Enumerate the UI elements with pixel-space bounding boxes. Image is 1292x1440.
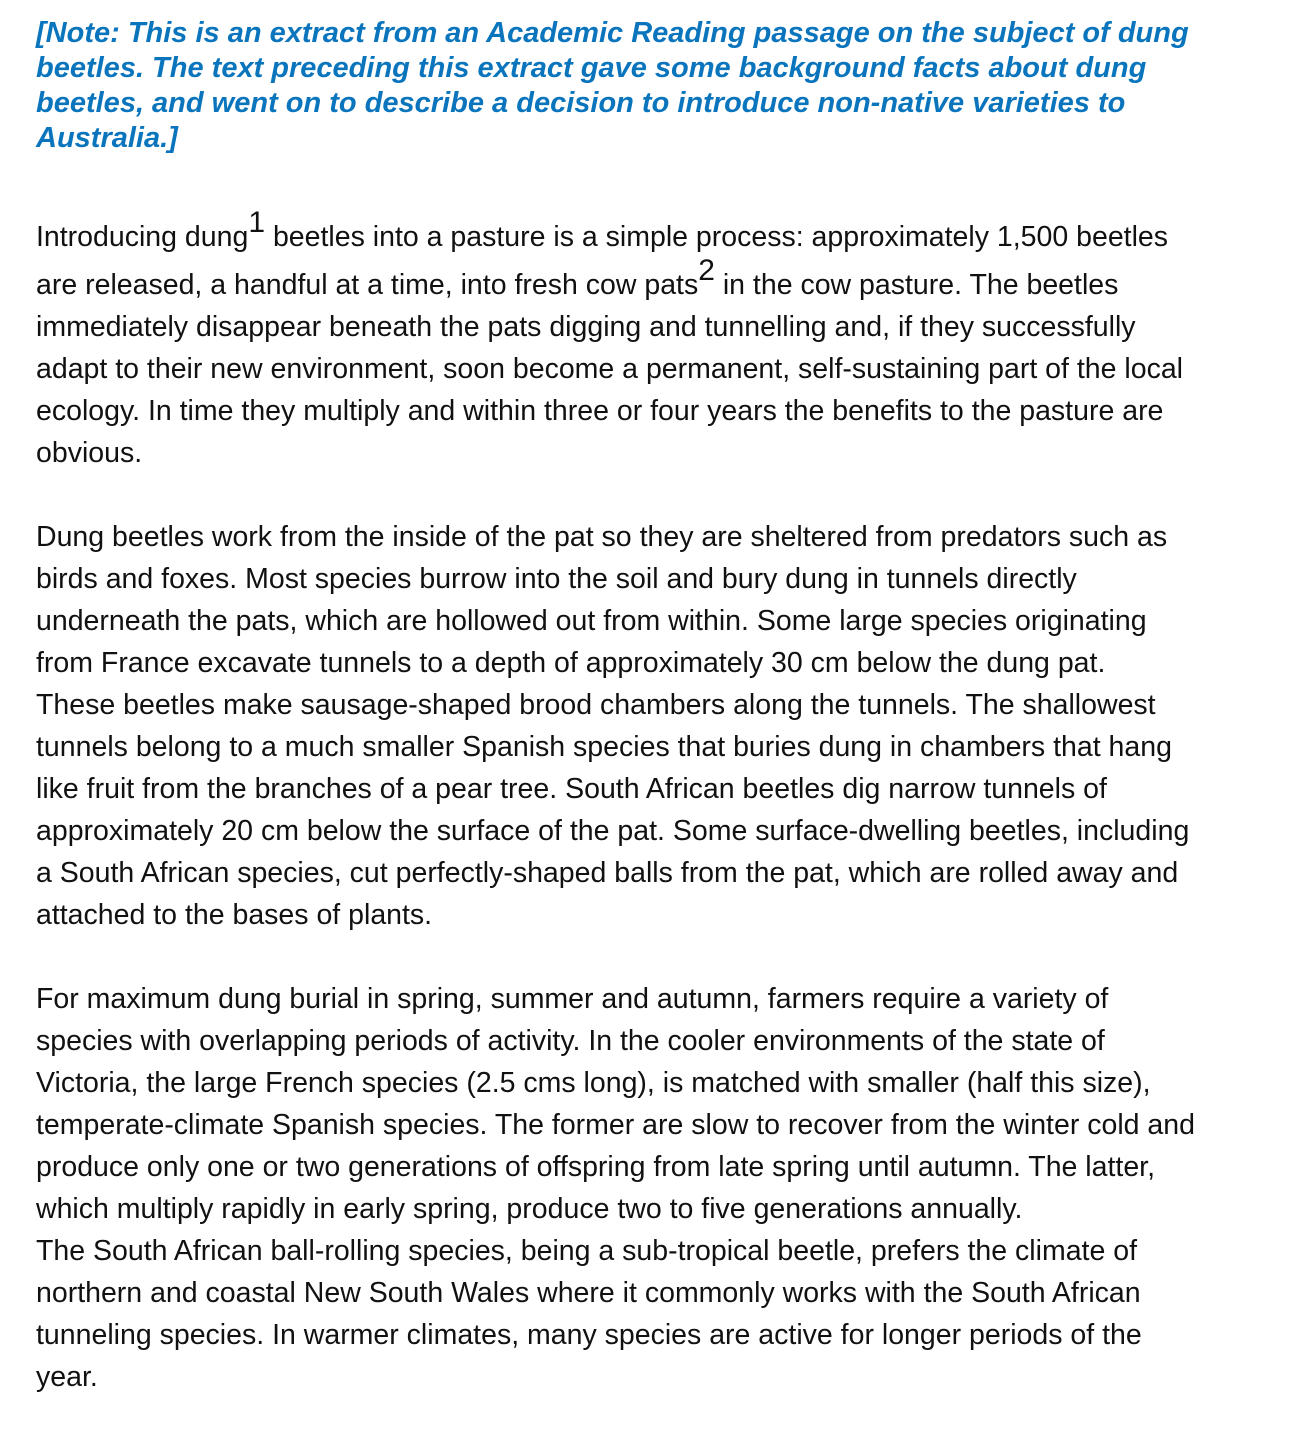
- paragraph-species-activity: For maximum dung burial in spring, summer and autumn, farmers require a variety of species with overlapping periods of activity. In the cooler environments of the state of Victoria, the large French species (2.5 cms long), is matched with smaller (half this size), temperate-climate Spanish species. The former are slow to recover from the winter cold and produce only one or two generations of offspring from late spring until autumn. The latter, which multiply rapidly in early spring, produce two to five generations annually.: [36, 983, 1195, 1225]
- document-body: [36, 16, 1284, 1440]
- footnote-marker-1: 1: [248, 206, 266, 239]
- paragraph-tunnelling: Dung beetles work from the inside of the pat so they are sheltered from predators such as birds and foxes. Most species burrow into the soil and bury dung in tunnels directly underneath the pats, which are hollowed out from within. Some large species originating from France excavate tunnels to a depth of approximately 30 cm below the dung pat. These beetles make sausage-shaped brood chambers along the tunnels. The shallowest tunnels belong to a much smaller Spanish species that buries dung in chambers that hang like fruit from the branches of a pear tree. South African beetles dig narrow tunnels of approximately 20 cm below the surface of the pat. Some surface-dwelling beetles, including a South African species, cut perfectly-shaped balls from the pat, which are rolled away and attached to the bases of plants.: [36, 521, 1190, 931]
- footnote-marker-2: 2: [698, 254, 715, 287]
- paragraph-introduction: [36, 206, 1284, 474]
- editor-note: [Note: This is an extract from an Academic Reading passage on the subject of dung beetles. The text preceding this extract gave some background facts about dung beetles, and went on to describe a decision to introduce non-native varieties to Australia.]: [36, 17, 1189, 154]
- paragraph-text: are released, a handful at a time, into fresh cow pats: [36, 269, 699, 301]
- paragraph-text: Introducing dung: [36, 221, 249, 253]
- paragraph-text: beetles into a pasture is a simple process: approximately 1,500 beetles: [265, 221, 1169, 253]
- paragraph-climate: The South African ball-rolling species, being a sub-tropical beetle, prefers the climate of northern and coastal New South Wales where it commonly works with the South African tunneling species. In warmer climates, many species are active for longer periods of the year.: [36, 1235, 1142, 1393]
- paragraph-text: in the cow pasture. The beetles immediately disappear beneath the pats digging and tunnelling and, if they successfully adapt to their new environment, soon become a permanent, self-sustaining part of the local ecology. In time they multiply and within three or four years the benefits to the pasture are obvious.: [36, 269, 1183, 469]
- paragraph-introduction-line1: [36, 206, 1284, 264]
